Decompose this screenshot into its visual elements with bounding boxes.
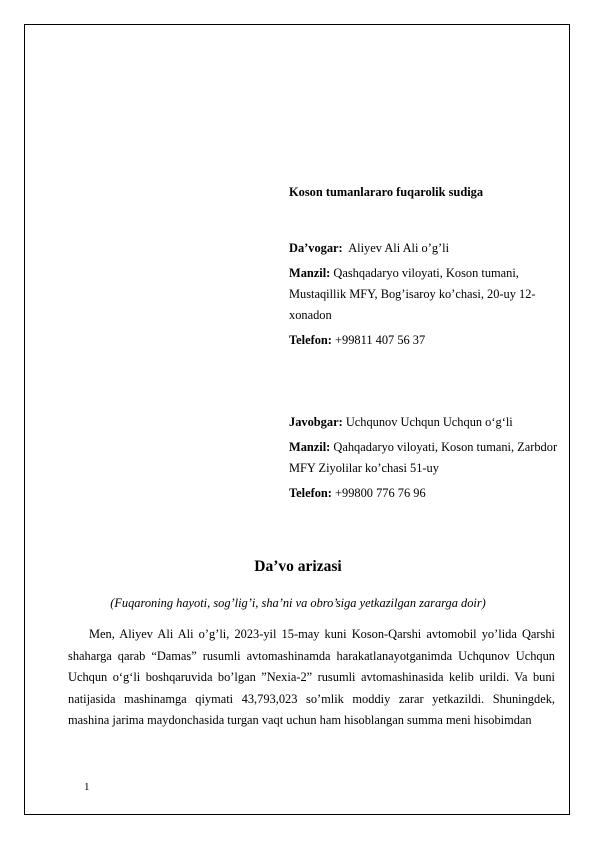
plaintiff-phone-label: Telefon: — [289, 333, 332, 347]
plaintiff-name-line — [289, 238, 559, 259]
page-number: 1 — [84, 781, 90, 793]
defendant-address: Qahqadaryo viloyati, Koson tumani, Zarbdor MFY Ziyolilar ko’chasi 51-uy — [289, 440, 558, 475]
document-subtitle: (Fuqaroning hayoti, sog’lig’i, sha’ni va obro’siga yetkazilgan zararga doir) — [110, 596, 486, 610]
plaintiff-phone: +99811 407 56 37 — [335, 333, 426, 347]
defendant-address-line — [289, 437, 559, 479]
plaintiff-phone-line — [289, 330, 559, 351]
defendant-block — [289, 412, 559, 508]
court-addressee: Koson tumanlararo fuqarolik sudiga — [289, 185, 484, 199]
plaintiff-label: Da’vogar: — [289, 241, 343, 255]
body-paragraph: Men, Aliyev Ali Ali o’g’li, 2023-yil 15-may kuni Koson-Qarshi avtomobil yo’lida Qarshi shaharga qarab “Damas” rusumli avtomashinamda harakatlanayotganimda Uchqunov Uchqun Uchqun o‘g‘li boshqaruvida bo’lgan ”Nexia-2” rusumli avtomashinasida kelib urildi. Va buni natijasida mashinamga qiymati 43,793,023 so’mlik moddiy zarar yetkazildi. Shuningdek, mashina jarima maydonchasida turgan vaqt uchun ham hisoblangan summa meni hisobimdan — [68, 627, 555, 728]
defendant-phone-line — [289, 483, 559, 504]
plaintiff-address: Qashqadaryo viloyati, Koson tumani, Mustaqillik MFY, Bog’isaroy ko’chasi, 20-uy 12-xonadon — [289, 266, 536, 322]
plaintiff-address-line — [289, 263, 559, 326]
defendant-name-line — [289, 412, 559, 433]
defendant-phone: +99800 776 76 96 — [335, 486, 426, 500]
plaintiff-block — [289, 238, 559, 355]
plaintiff-address-label: Manzil: — [289, 266, 331, 280]
document-title: Da’vo arizasi — [254, 558, 342, 575]
defendant-name: Uchqunov Uchqun Uchqun o‘g‘li — [345, 415, 513, 429]
defendant-phone-label: Telefon: — [289, 486, 332, 500]
defendant-address-label: Manzil: — [289, 440, 331, 454]
plaintiff-name: Aliyev Ali Ali o’g’li — [348, 241, 450, 255]
defendant-label: Javobgar: — [289, 415, 343, 429]
